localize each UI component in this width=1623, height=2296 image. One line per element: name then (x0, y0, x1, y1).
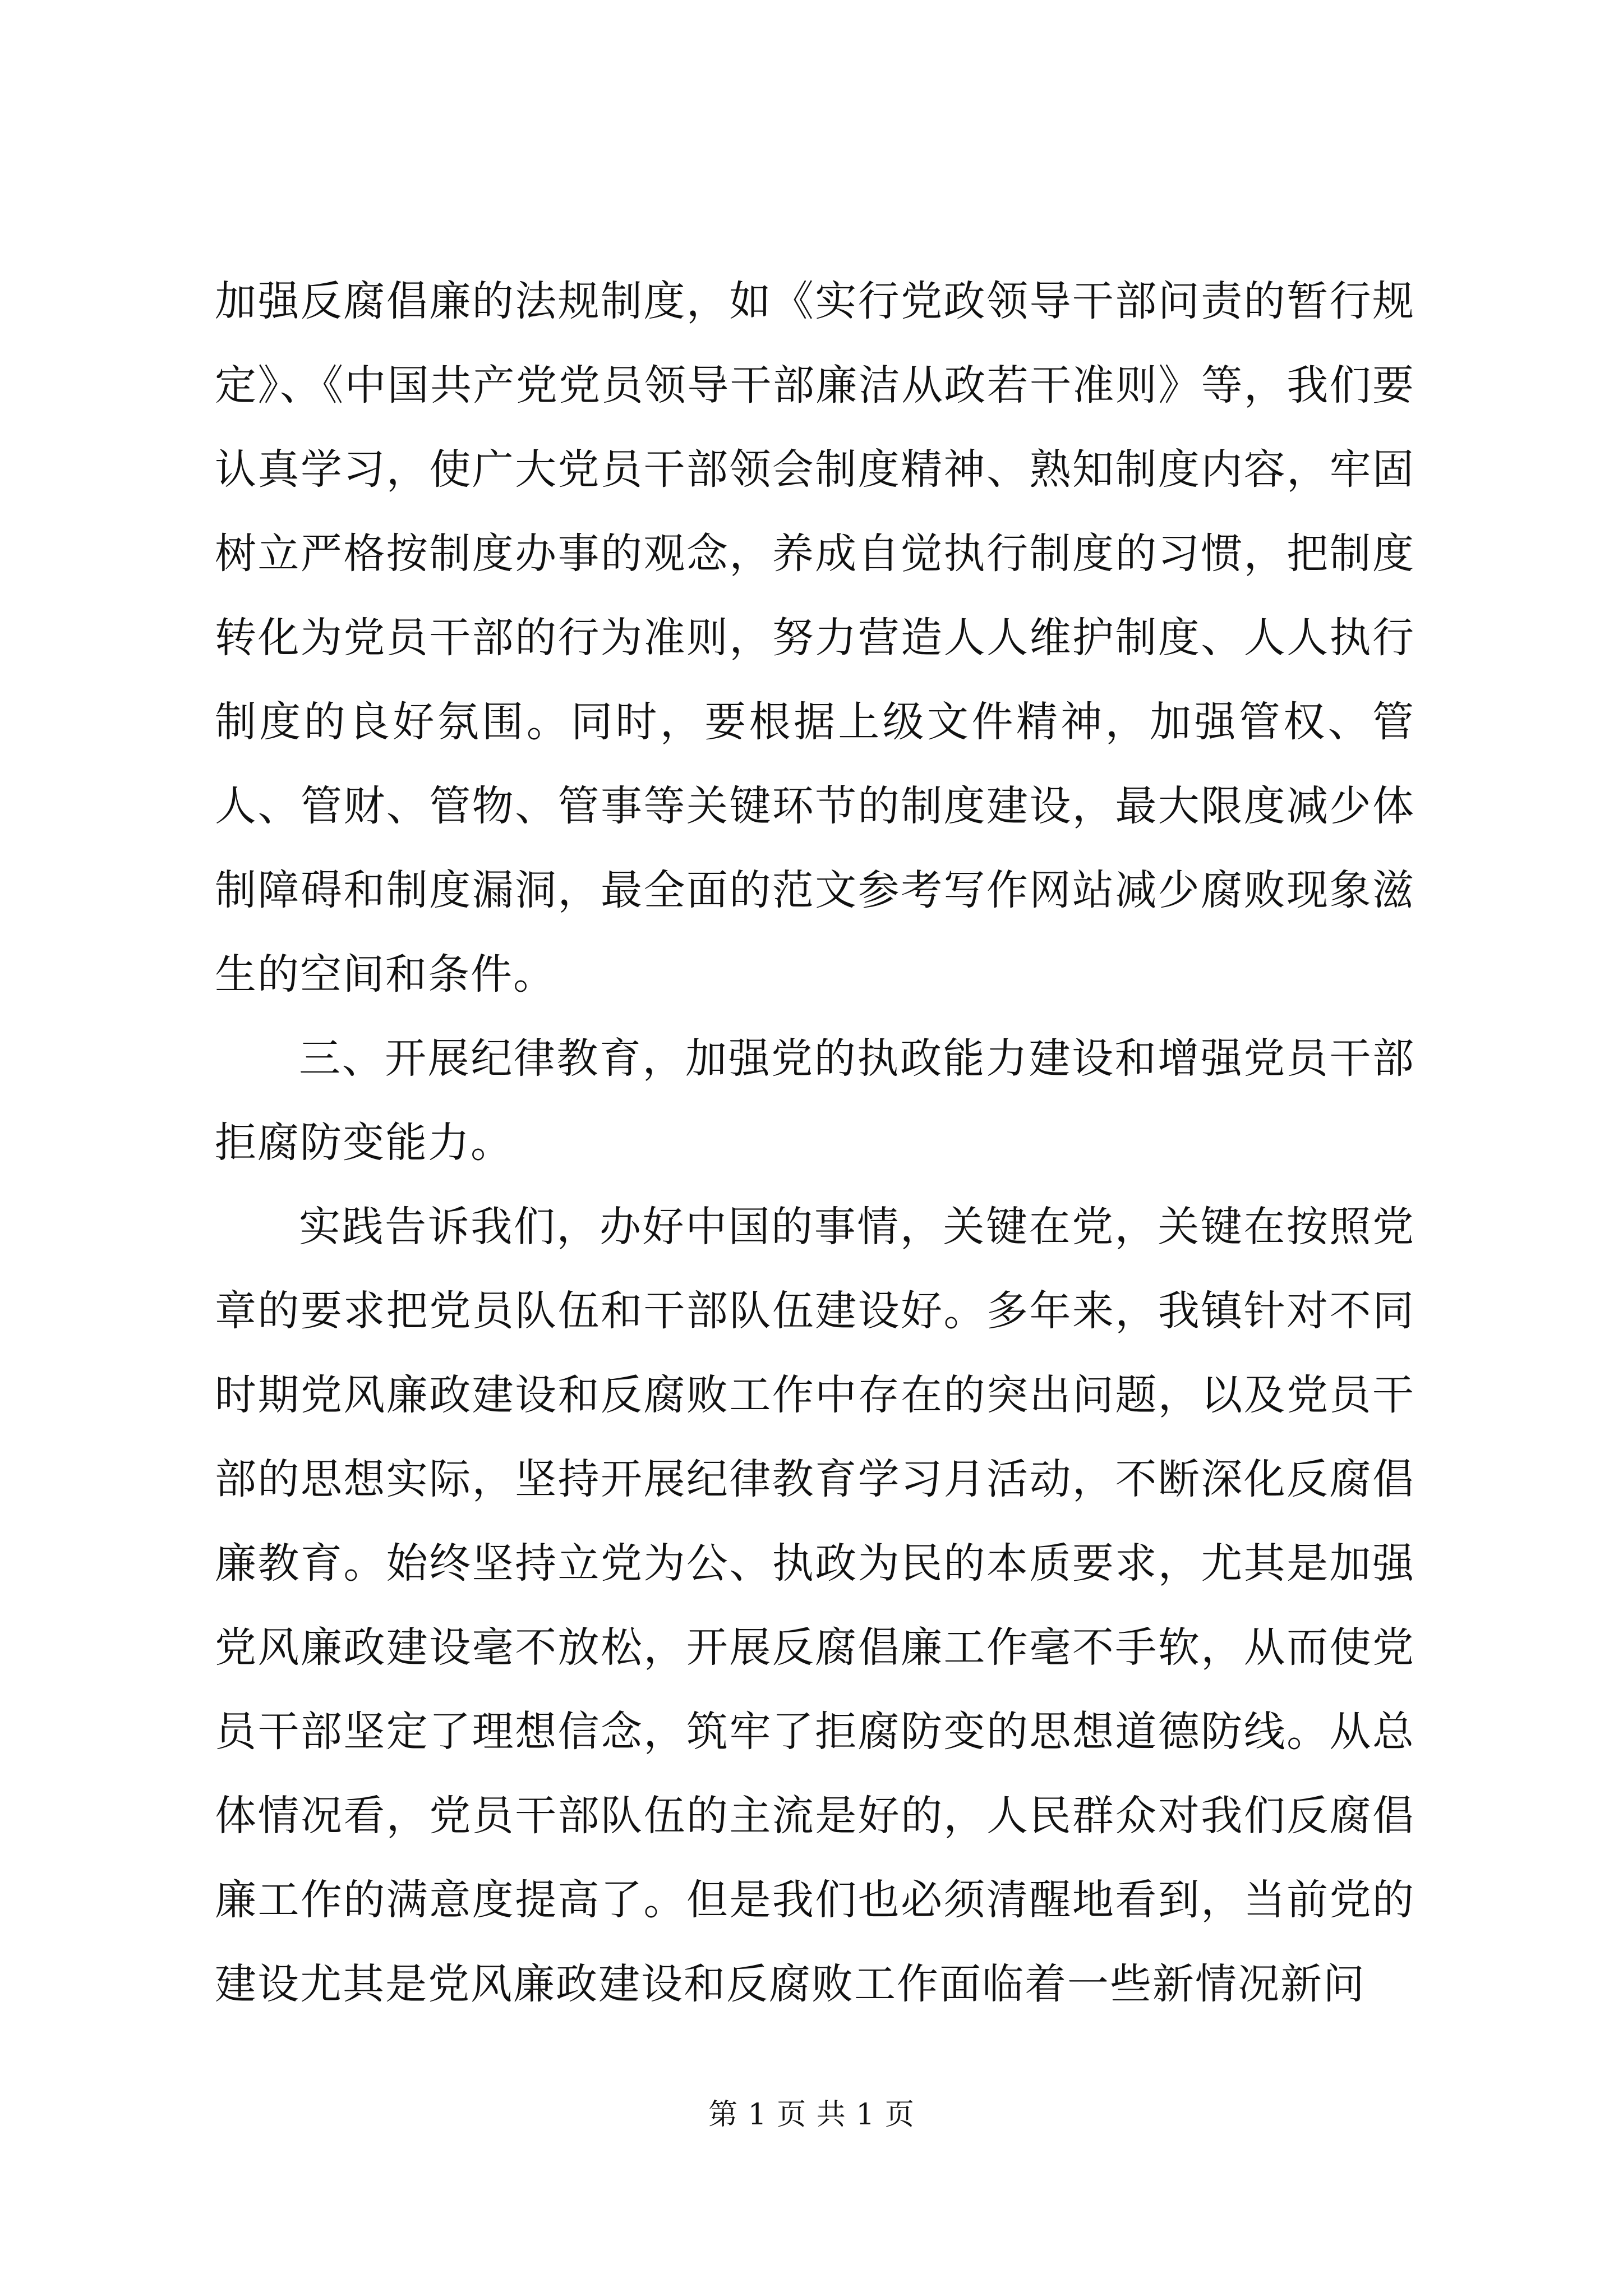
section-heading-three: 三、开展纪律教育，加强党的执政能力建设和增强党员干部拒腐防变能力。 (215, 1034, 1415, 1167)
page-footer: 第 1 页 共 1 页 (708, 2098, 915, 2132)
document-body (215, 259, 1415, 2026)
paragraph-regulations: 加强反腐倡廉的法规制度，如《实行党政领导干部问责的暂行规定》、《中国共产党党员领导干部廉洁从政若干准则》等，我们要认真学习，使广大党员干部领会制度精神、熟知制度内容，牢固树立严格按制度办事的观念，养成自觉执行制度的习惯，把制度转化为党员干部的行为准则，努力营造人人维护制度、人人执行制度的良好氛围。同时，要根据上级文件精神，加强管权、管人、管财、管物、管事等关键环节的制度建设，最大限度减少体制障碍和制度漏洞，最全面的范文参考写作网站减少腐败现象滋生的空间和条件。 (215, 277, 1415, 999)
paragraph-practice: 实践告诉我们，办好中国的事情，关键在党，关键在按照党章的要求把党员队伍和干部队伍建设好。多年来，我镇针对不同时期党风廉政建设和反腐败工作中存在的突出问题，以及党员干部的思想实际，坚持开展纪律教育学习月活动，不断深化反腐倡廉教育。始终坚持立党为公、执政为民的本质要求，尤其是加强党风廉政建设毫不放松，开展反腐倡廉工作毫不手软，从而使党员干部坚定了理想信念，筑牢了拒腐防变的思想道德防线。从总体情况看，党员干部队伍的主流是好的，人民群众对我们反腐倡廉工作的满意度提高了。但是我们也必须清醒地看到，当前党的建设尤其是党风廉政建设和反腐败工作面临着一些新情况新问 (215, 1203, 1415, 2008)
